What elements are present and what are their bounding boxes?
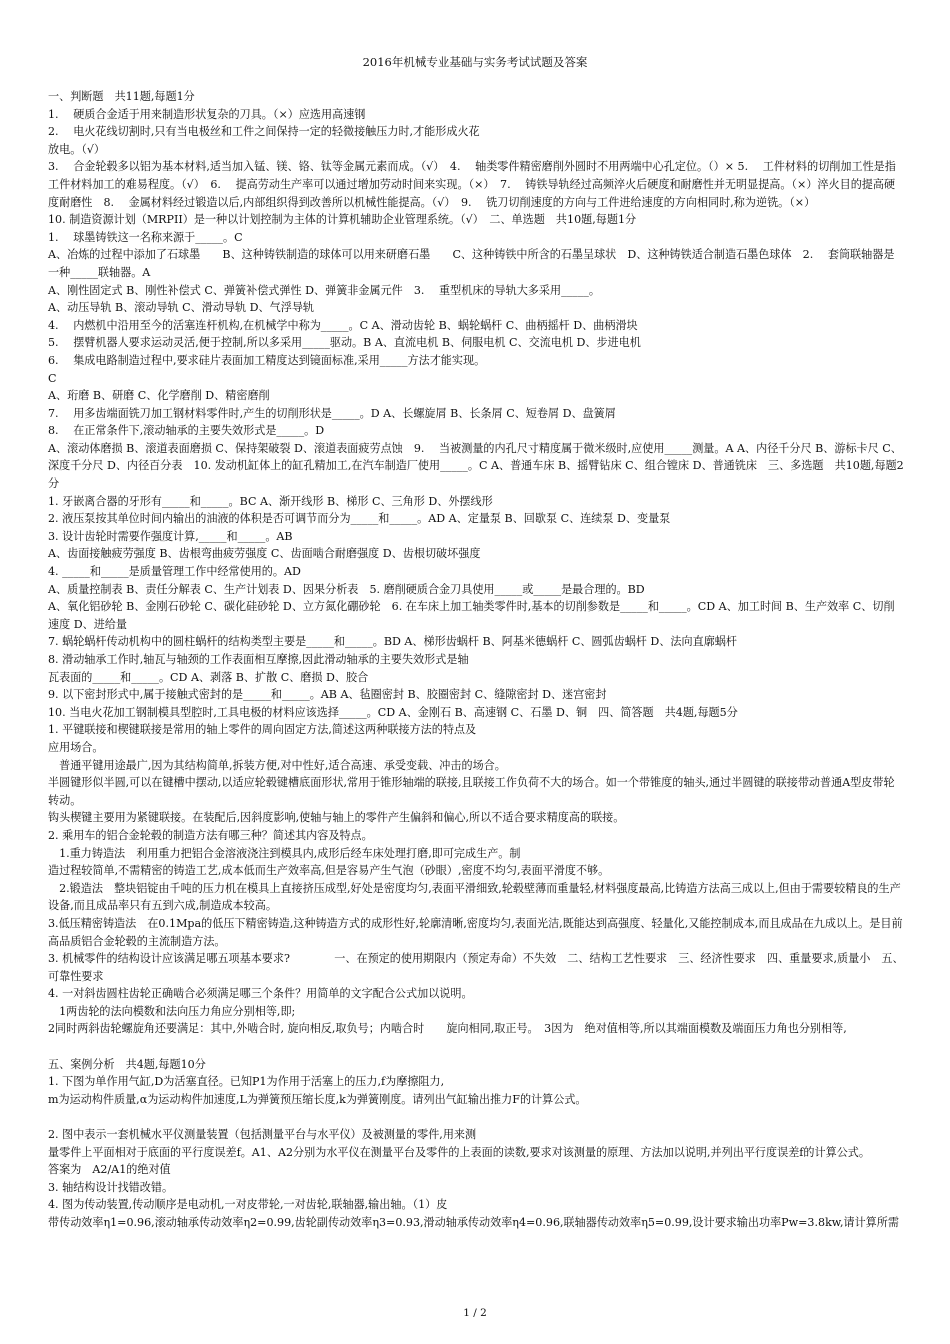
text-line: 7. 用多齿端面铣刀加工钢材料零件时,产生的切削形状是_____。D A、长螺旋屑 B、长条屑 C、短卷屑 D、盘簧屑 — [48, 406, 616, 420]
text-line: 3. 设计齿轮时需要作强度计算,_____和_____。AB — [48, 529, 293, 543]
text-line: 6. 集成电路制造过程中,要求硅片表面加工精度达到镜面标准,采用_____方法才能实现。 — [48, 353, 486, 367]
text-line: 答案为 A2/A1的绝对值 — [48, 1163, 171, 1177]
document-title: 2016年机械专业基础与实务考试试题及答案 — [362, 55, 588, 69]
text-line: A、质量控制表 B、责任分解表 C、生产计划表 D、因果分析表 5. 磨削硬质合金刀具使用_____或_____是最合理的。BD — [48, 582, 645, 596]
text-line: 3.低压精密铸造法 在0.1Mpa的低压下精密铸造,这种铸造方式的成形性好,轮廓清晰,密度均匀,表面光洁,既能达到高强度、轻量化,又能控制成本,而且成品在九成以上。是目前高品质铝合金轮毂的主流制造方法。 — [48, 916, 903, 948]
text-line: 2.锻造法 整块铝锭由千吨的压力机在模具上直接挤压成型,好处是密度均匀,表面平滑细致,轮毂壁薄而重量轻,材料强度最高,比铸造方法高三成以上,但由于需要较精良的生产设备,而且成品率只有五到六成,制造成本较高。 — [48, 881, 901, 913]
page-number: 1 / 2 — [463, 1307, 487, 1319]
text-line: 2. 图中表示一套机械水平仪测量装置（包括测量平台与水平仪）及被测量的零件,用来测 — [48, 1128, 477, 1142]
text-line: A、动压导轨 B、滚动导轨 C、滑动导轨 D、气浮导轨 — [48, 301, 315, 315]
text-line: A、氧化铝砂轮 B、金刚石砂轮 C、碳化硅砂轮 D、立方氮化硼砂轮 6. 在车床上加工轴类零件时,基本的切削参数是_____和_____。CD A、加工时间 B、生产效率 C、切削速度 D、进给量 — [48, 600, 895, 631]
text-line: 10. 制造资源计划（MRPII）是一种以计划控制为主体的计算机辅助企业管理系统。（√） 二、单选题 共10题,每题1分 — [48, 213, 637, 227]
text-line — [48, 1038, 904, 1056]
text-line: 五、案例分析 共4题,每题10分 — [48, 1057, 206, 1071]
text-line: 9. 以下密封形式中,属于接触式密封的是_____和_____。AB A、毡圈密封 B、胶圈密封 C、缝隙密封 D、迷宫密封 — [48, 688, 607, 702]
text-line: 4. _____和_____是质量管理工作中经常使用的。AD — [48, 565, 301, 579]
text-line: m为运动构件质量,α为运动构件加速度,L为弹簧预压缩长度,k为弹簧刚度。请列出气缸输出推力F的计算公式。 — [48, 1092, 587, 1106]
text-line: 8. 在正常条件下,滚动轴承的主要失效形式是_____。D — [48, 424, 325, 438]
text-line: 2. 乘用车的铝合金轮毂的制造方法有哪三种？简述其内容及特点。 — [48, 828, 373, 842]
text-line: A、齿面接触疲劳强度 B、齿根弯曲疲劳强度 C、齿面啮合耐磨强度 D、齿根切破坏强度 — [48, 547, 481, 561]
text-line: 4. 图为传动装置,传动顺序是电动机,一对皮带轮,一对齿轮,联轴器,输出轴。（1）皮 — [48, 1198, 448, 1212]
text-line: 应用场合。 — [48, 740, 104, 754]
text-line: 4. 一对斜齿圆柱齿轮正确啮合必须满足哪三个条件？用简单的文字配合公式加以说明。 — [48, 987, 473, 1001]
text-line: 8. 滑动轴承工作时,轴瓦与轴颈的工作表面相互摩擦,因此滑动轴承的主要失效形式是轴 — [48, 653, 469, 666]
text-line: 2. 电火花线切割时,只有当电极丝和工件之间保持一定的轻微接触压力时,才能形成火花 — [48, 125, 480, 139]
text-line: A、滚动体磨损 B、滚道表面磨损 C、保持架破裂 D、滚道表面疲劳点蚀 9. 当被测量的内孔尺寸精度属于微米级时,应使用_____测量。A A、内径千分尺 B、游标卡尺 C、深度千分尺 D、内径百分表 10. 发动机缸体上的缸孔精加工,在汽车制造厂使用_____。C A、普通车床 B、摇臂钻床 C、组合镗床 D、普通铣床 三、多选题 共10题,每题2分 — [48, 441, 904, 491]
text-line: 5. 摆臂机器人要求运动灵活,便于控制,所以多采用_____驱动。B A、直流电机 B、伺服电机 C、交流电机 D、步进电机 — [48, 336, 641, 350]
text-line: C — [48, 371, 57, 385]
text-line: 1. 牙嵌离合器的牙形有_____和_____。BC A、渐开线形 B、梯形 C、三角形 D、外摆线形 — [48, 494, 493, 508]
text-line: 一、判断题 共11题,每题1分 — [48, 90, 195, 103]
text-line: 3. 机械零件的结构设计应该满足哪五项基本要求? 一、在预定的使用期限内（预定寿命）不失效 二、结构工艺性要求 三、经济性要求 四、重量要求,质量小 五、可靠性要求 — [48, 952, 904, 983]
text-line: 1. 硬质合金适于用来制造形状复杂的刀具。（×）应选用高速钢 — [48, 107, 366, 121]
text-line: 带传动效率η1=0.96,滚动轴承传动效率η2=0.99,齿轮副传动效率η3=0.93,滑动轴承传动效率η4=0.96,联轴器传动效率η5=0.99,设计要求输出功率Pw=3.8kw,请计算所需 — [48, 1216, 899, 1229]
text-line: 1. 下图为单作用气缸,D为活塞直径。已知P1为作用于活塞上的压力,f为摩擦阻力, — [48, 1075, 445, 1089]
text-line: 1两齿轮的法向模数和法向压力角应分别相等,即; — [48, 1004, 296, 1018]
text-line: A、刚性固定式 B、刚性补偿式 C、弹簧补偿式弹性 D、弹簧非金属元件 3. 重型机床的导轨大多采用_____。 — [48, 283, 600, 297]
text-line: 放电。（√） — [48, 142, 105, 156]
text-line: 3. 轴结构设计找错改错。 — [48, 1180, 174, 1194]
document-body — [48, 88, 904, 1232]
text-line: 1. 平键联接和楔键联接是常用的轴上零件的周向固定方法,简述这两种联接方法的特点及 — [48, 723, 477, 737]
text-line: 1. 球墨铸铁这一名称来源于_____。C — [48, 230, 243, 244]
text-line: 造过程较简单,不需精密的铸造工艺,成本低而生产效率高,但是容易产生气泡（砂眼）,密度不均匀,表面平滑度不够。 — [48, 864, 610, 878]
text-line: 瓦表面的_____和_____。CD A、剥落 B、扩散 C、磨损 D、胶合 — [48, 670, 369, 684]
text-line: 钩头楔键主要用为紧键联接。在装配后,因斜度影响,使轴与轴上的零件产生偏斜和偏心,所以不适合要求精度高的联接。 — [48, 811, 625, 825]
text-line — [48, 1108, 904, 1126]
text-line: 7. 蜗轮蜗杆传动机构中的圆柱蜗杆的结构类型主要是_____和_____。BD A、梯形齿蜗杆 B、阿基米德蜗杆 C、圆弧齿蜗杆 D、法向直廓蜗杆 — [48, 635, 737, 649]
text-line: 半圆键形似半圆,可以在键槽中摆动,以适应轮毂键槽底面形状,常用于锥形轴端的联接,且联接工作负荷不大的场合。如一个带锥度的轴头,通过半圆键的联接带动普通A型皮带轮转动。 — [48, 776, 895, 807]
text-line: A、冶炼的过程中添加了石球墨 B、这种铸铁制造的球体可以用来研磨石墨 C、这种铸铁中所含的石墨呈球状 D、这种铸铁适合制造石墨色球体 2. 套筒联轴器是一种_____联轴器。A — [48, 248, 895, 279]
text-line: 4. 内燃机中沿用至今的活塞连杆机构,在机械学中称为_____。C A、滑动齿轮 B、蜗轮蜗杆 C、曲柄摇杆 D、曲柄滑块 — [48, 318, 638, 332]
text-line: 量零件上平面相对于底面的平行度误差f。A1、A2分别为水平仪在测量平台及零件的上表面的读数,要求对该测量的原理、方法加以说明,并列出平行度误差f的计算公式。 — [48, 1145, 870, 1159]
text-line: 1.重力铸造法 利用重力把铝合金溶液浇注到模具内,成形后经车床处理打磨,即可完成生产。制 — [48, 846, 521, 860]
text-line: 普通平键用途最广,因为其结构简单,拆装方便,对中性好,适合高速、承受变载、冲击的场合。 — [48, 758, 506, 772]
text-line: 2同时两斜齿轮螺旋角还要满足：其中,外啮合时, 旋向相反,取负号；内啮合时 旋向相同,取正号。 3因为 绝对值相等,所以其端面模数及端面压力角也分别相等, — [48, 1022, 847, 1036]
text-line: 3. 合金轮毂多以铝为基本材料,适当加入锰、镁、铬、钛等金属元素而成。（√） 4. 轴类零件精密磨削外圆时不用两端中心孔定位。（）× 5. 工件材料的切削加工性是指工件材料加工的难易程度。（√） 6. 提高劳动生产率可以通过增加劳动时间来实现。（×） 7. 铸铁导轨经过高频淬火后硬度和耐磨性并无明显提高。（×）淬火目的提高硬度耐磨性 8. 金属材料经过锻造以后,内部组织得到改善所以机械性能提高。（√） 9. 铣刀切削速度的方向与工件进给速度的方向相同时,称为逆铣。（×） — [48, 160, 896, 209]
text-line: 10. 当电火花加工钢制模具型腔时,工具电极的材料应该选择_____。CD A、金刚石 B、高速钢 C、石墨 D、铜 四、简答题 共4题,每题5分 — [48, 705, 738, 719]
text-line: 2. 液压泵按其单位时间内输出的油液的体积是否可调节而分为_____和_____。AD A、定量泵 B、回歇泵 C、连续泵 D、变量泵 — [48, 512, 671, 526]
text-line: A、珩磨 B、研磨 C、化学磨削 D、精密磨削 — [48, 389, 270, 403]
